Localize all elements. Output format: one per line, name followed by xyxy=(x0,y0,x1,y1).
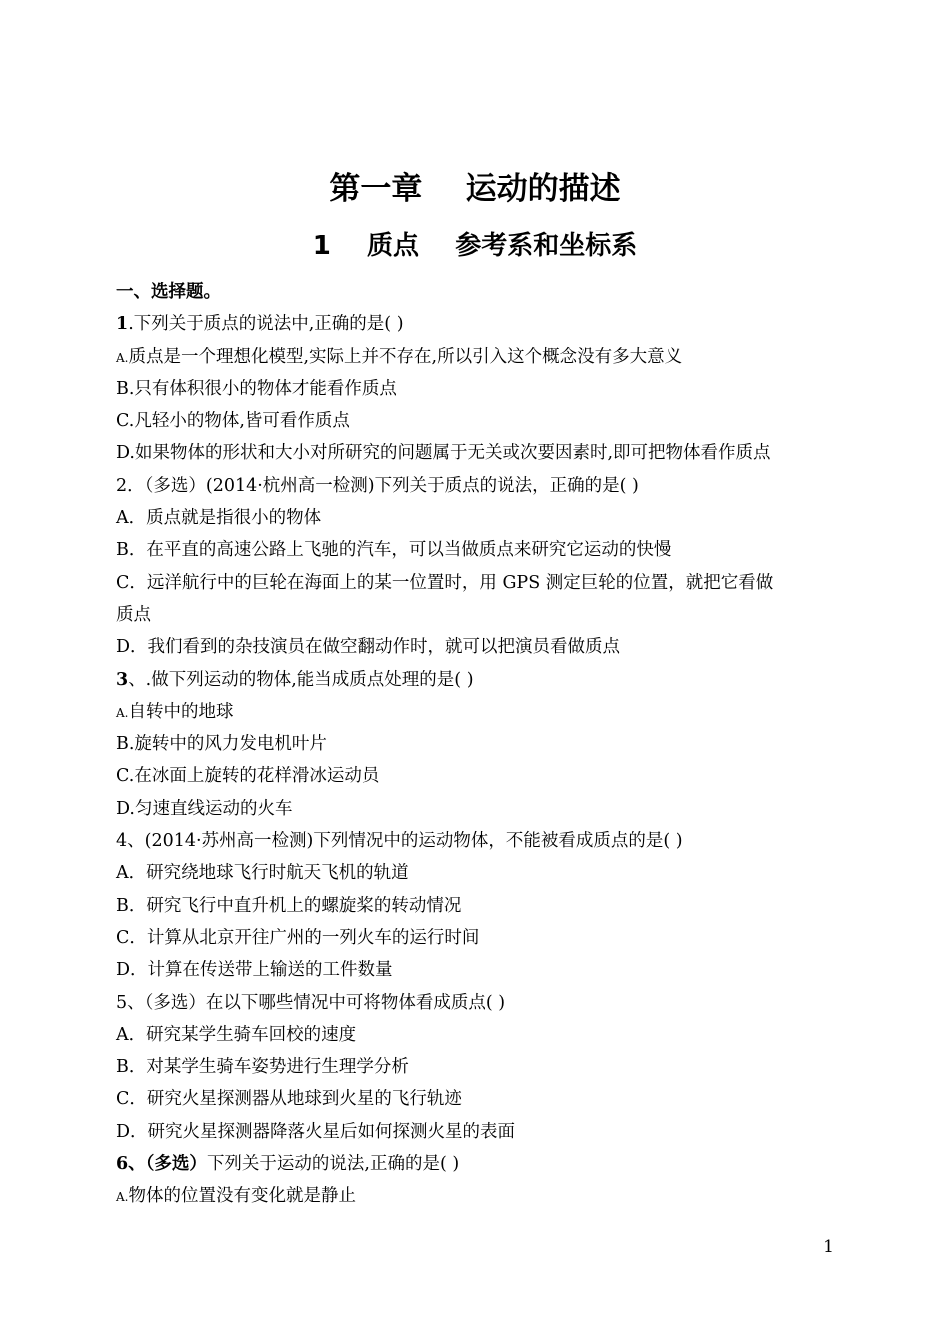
text-segment: C．计算从北京开往广州的一列火车的运行时间 xyxy=(116,927,480,948)
text-line xyxy=(116,599,836,631)
text-segment: C.凡轻小的物体,皆可看作质点 xyxy=(116,411,350,432)
text-line xyxy=(116,308,836,340)
section-title: 1 质点 参考系和坐标系 xyxy=(312,231,638,261)
text-segment: 5、（多选）在以下哪些情况中可将物体看成质点( ) xyxy=(116,992,506,1013)
text-line xyxy=(116,1180,836,1212)
text-segment: 质点 xyxy=(116,604,151,625)
text-segment: 4、(2014·苏州高一检测)下列情况中的运动物体，不能被看成质点的是( ) xyxy=(116,831,683,852)
text-segment: A．质点就是指很小的物体 xyxy=(116,508,322,529)
text-line xyxy=(116,502,836,534)
text-segment: D．计算在传送带上输送的工件数量 xyxy=(116,960,393,981)
text-segment: D.匀速直线运动的火车 xyxy=(116,798,293,819)
question-list xyxy=(116,308,836,1212)
text-segment: A. xyxy=(116,350,129,365)
text-segment: B．在平直的高速公路上飞驰的汽车，可以当做质点来研究它运动的快慢 xyxy=(116,540,672,561)
text-segment: 自转中的地球 xyxy=(128,701,234,722)
text-segment: 、.做下列运动的物体,能当成质点处理的是( ) xyxy=(128,669,474,690)
text-line xyxy=(116,760,836,792)
section-heading: 一、选择题。 xyxy=(116,282,221,302)
text-line xyxy=(116,437,836,469)
text-segment: C．远洋航行中的巨轮在海面上的某一位置时，用 GPS 测定巨轮的位置，就把它看做 xyxy=(116,572,774,593)
text-segment: D．研究火星探测器降落火星后如何探测火星的表面 xyxy=(116,1121,516,1142)
text-line xyxy=(116,1083,836,1115)
text-line xyxy=(116,470,836,502)
text-segment: 2．（多选）(2014·杭州高一检测)下列关于质点的说法，正确的是( ) xyxy=(116,475,639,496)
text-line xyxy=(116,341,836,373)
text-line xyxy=(116,696,836,728)
text-segment: .下列关于质点的说法中,正确的是( ) xyxy=(128,314,404,335)
text-line xyxy=(116,793,836,825)
text-line xyxy=(116,373,836,405)
text-segment: A. xyxy=(116,705,129,720)
text-line xyxy=(116,728,836,760)
text-line xyxy=(116,857,836,889)
text-segment: 下列关于运动的说法,正确的是( ) xyxy=(206,1154,460,1175)
text-segment: D．我们看到的杂技演员在做空翻动作时，就可以把演员看做质点 xyxy=(116,637,621,658)
text-line xyxy=(116,922,836,954)
text-segment: B.只有体积很小的物体才能看作质点 xyxy=(116,378,397,399)
text-line xyxy=(116,890,836,922)
text-segment: 6、（多选） xyxy=(116,1154,207,1175)
text-line xyxy=(116,1148,836,1180)
text-line xyxy=(116,631,836,663)
text-segment: A．研究某学生骑车回校的速度 xyxy=(116,1024,357,1045)
text-line xyxy=(116,534,836,566)
text-segment: 3 xyxy=(116,669,129,690)
text-line xyxy=(116,664,836,696)
text-segment: 1 xyxy=(116,314,129,335)
text-segment: 质点是一个理想化模型,实际上并不存在,所以引入这个概念没有多大意义 xyxy=(128,346,683,367)
document-body xyxy=(116,276,836,1213)
text-segment: D.如果物体的形状和大小对所研究的问题属于无关或次要因素时,即可把物体看作质点 xyxy=(116,443,771,464)
text-line xyxy=(116,1116,836,1148)
text-segment: B.旋转中的风力发电机叶片 xyxy=(116,734,327,755)
text-segment: C．研究火星探测器从地球到火星的飞行轨迹 xyxy=(116,1089,462,1110)
text-segment: A. xyxy=(116,1190,129,1205)
text-segment: A．研究绕地球飞行时航天飞机的轨道 xyxy=(116,863,409,884)
text-segment: B．对某学生骑车姿势进行生理学分析 xyxy=(116,1057,409,1078)
text-line xyxy=(116,954,836,986)
text-line xyxy=(116,1051,836,1083)
text-line xyxy=(116,987,836,1019)
text-line xyxy=(116,567,836,599)
text-segment: B．研究飞行中直升机上的螺旋桨的转动情况 xyxy=(116,895,462,916)
text-segment: 物体的位置没有变化就是静止 xyxy=(128,1186,356,1207)
text-segment: C.在冰面上旋转的花样滑冰运动员 xyxy=(116,766,380,787)
text-line xyxy=(116,405,836,437)
text-line xyxy=(116,825,836,857)
page-number: 1 xyxy=(823,1237,834,1257)
text-line xyxy=(116,1019,836,1051)
chapter-title: 第一章 运动的描述 xyxy=(329,171,621,207)
